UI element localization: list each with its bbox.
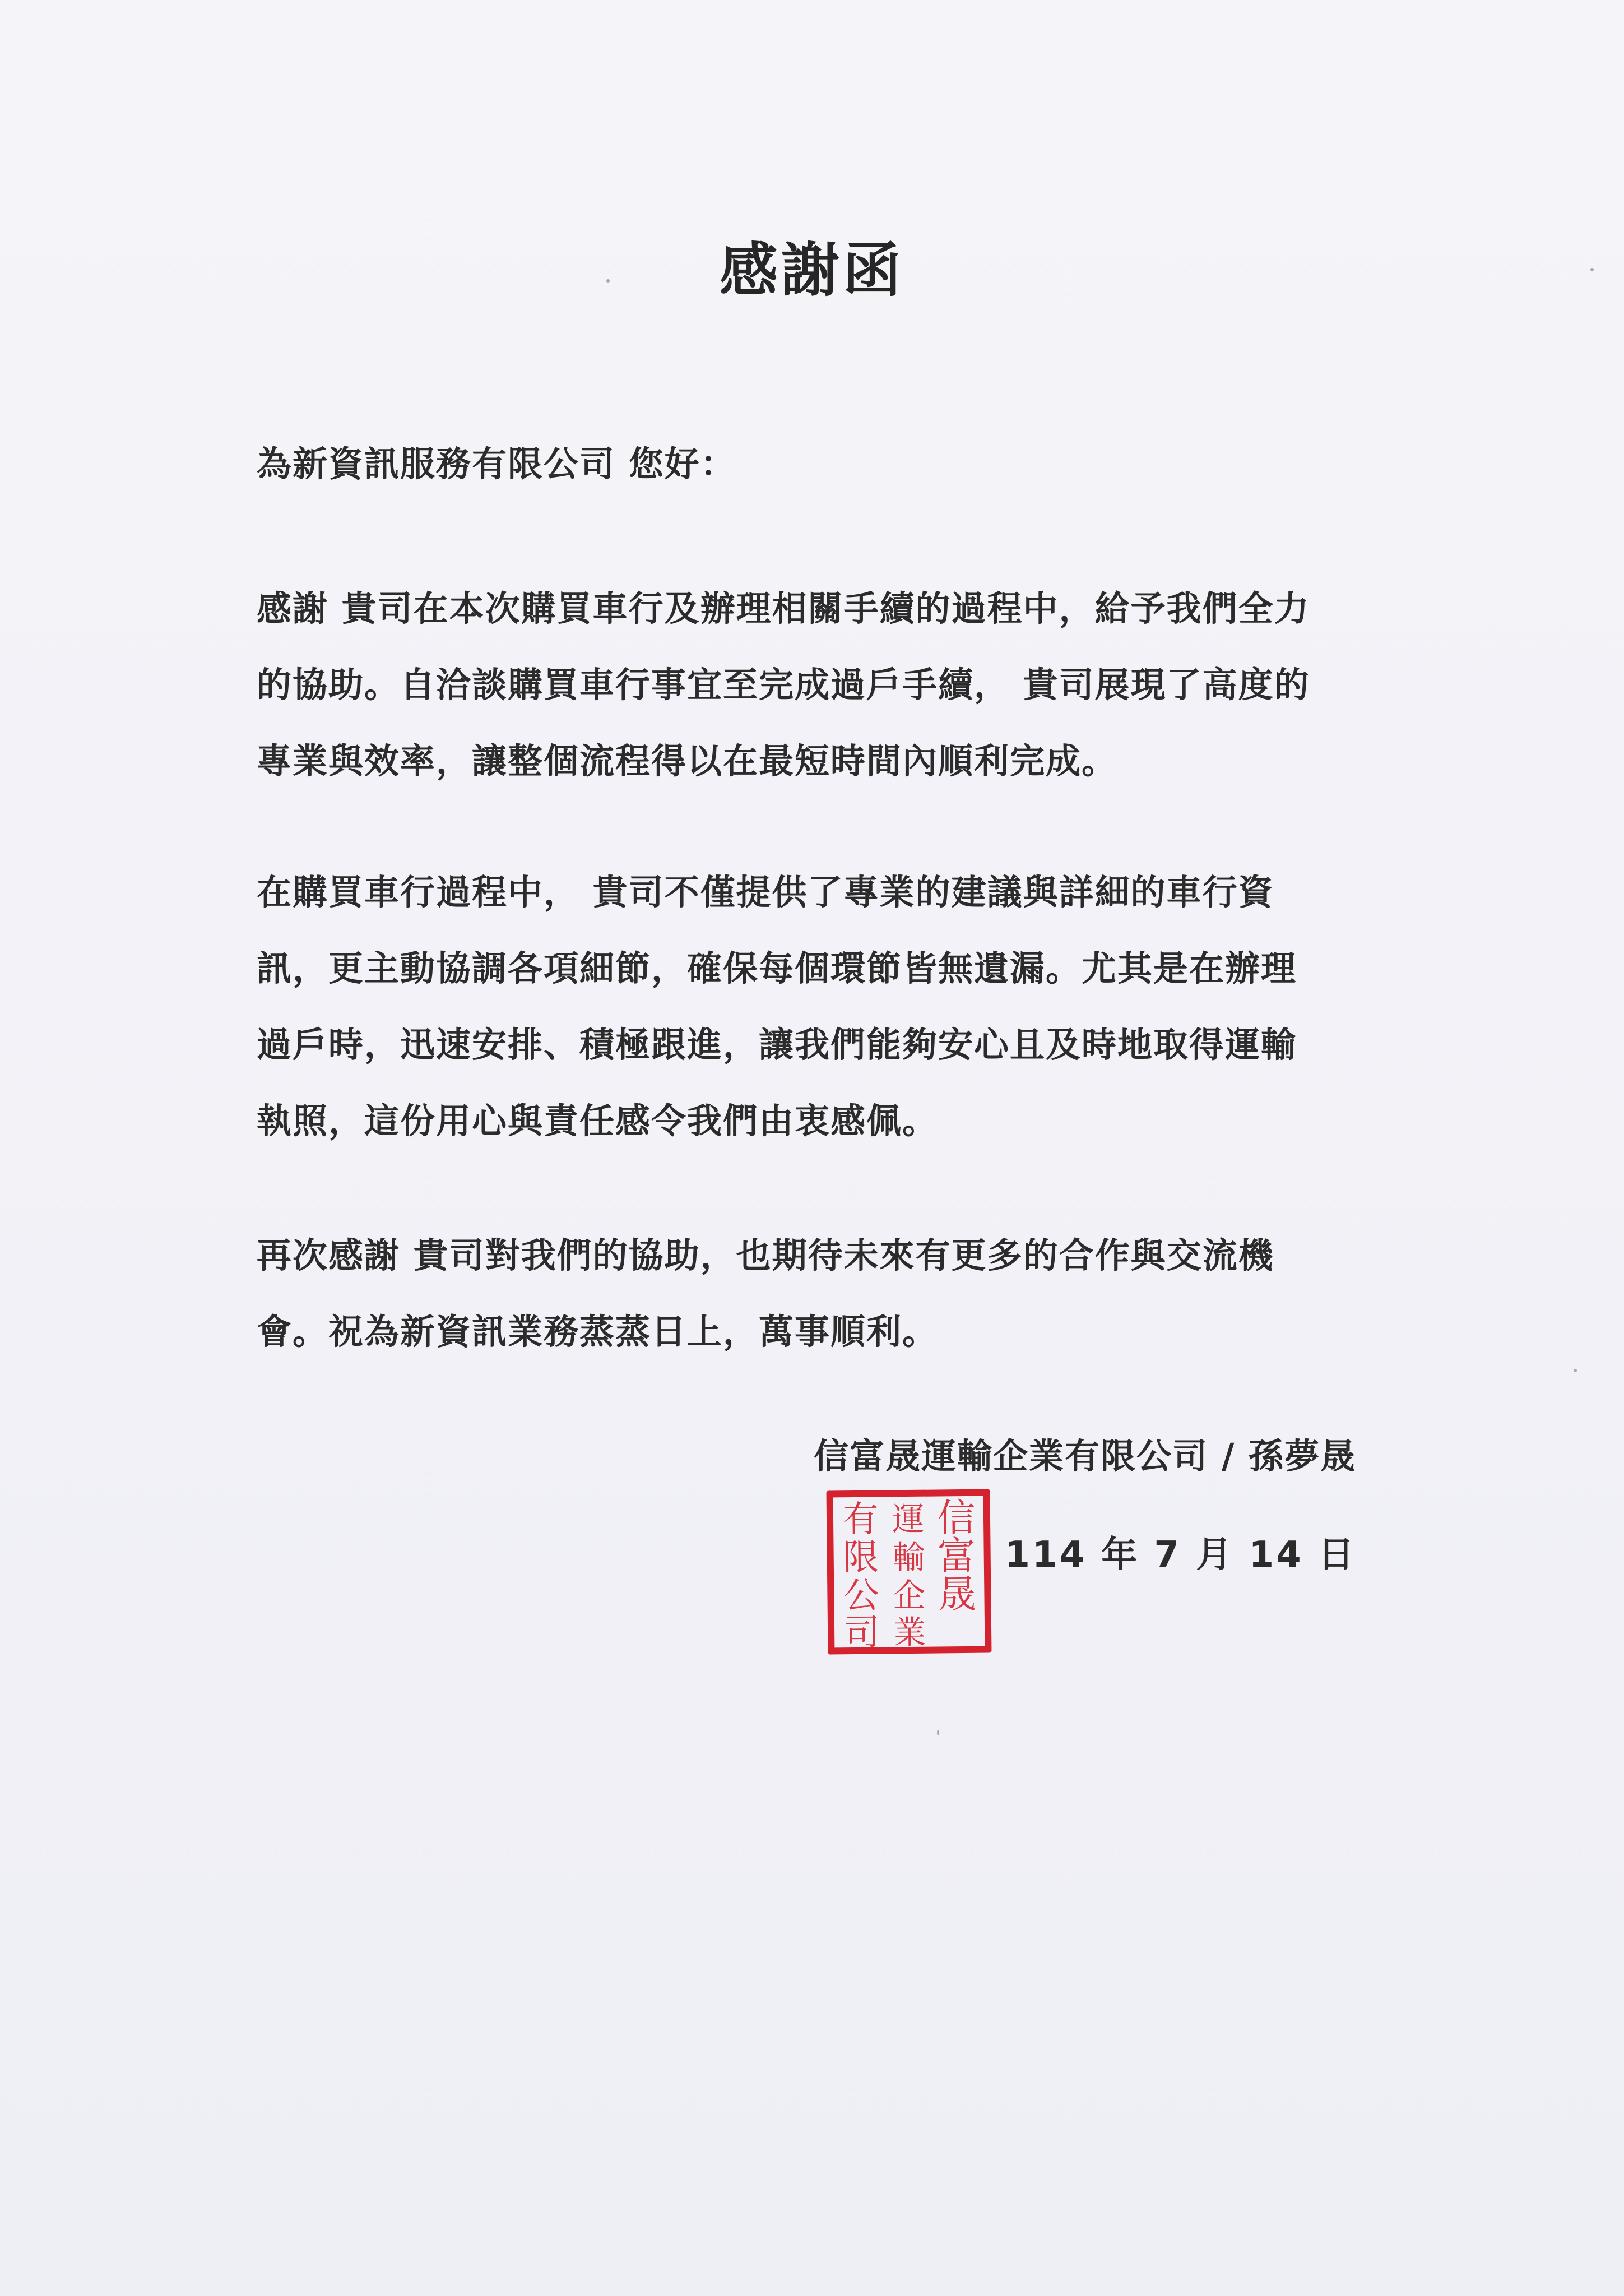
paragraph-line: 會。祝為新資訊業務蒸蒸日上，萬事順利。	[257, 1311, 939, 1352]
paragraph-1	[257, 571, 1394, 799]
seal-char: 信	[936, 1496, 976, 1541]
company-seal	[826, 1489, 991, 1654]
scan-speck	[1574, 1369, 1577, 1372]
seal-char: 有	[842, 1498, 879, 1541]
seal-char: 輸	[892, 1538, 926, 1577]
seal-char: 公	[843, 1575, 880, 1617]
seal-char: 晟	[938, 1572, 977, 1617]
paragraph-3	[257, 1218, 1394, 1370]
letter-title: 感謝函	[719, 236, 904, 304]
signature-line: 信富晟運輸企業有限公司 / 孫夢晟	[814, 1436, 1356, 1476]
paragraph-line: 再次感謝 貴司對我們的協助，也期待未來有更多的合作與交流機	[257, 1235, 1274, 1276]
seal-char-blank	[933, 1614, 981, 1650]
paragraph-line: 感謝 貴司在本次購買車行及辦理相關手續的過程中，給予我們全力	[257, 588, 1310, 629]
seal-char: 司	[843, 1612, 880, 1654]
scan-speck	[606, 279, 610, 283]
paragraph-line: 執照，這份用心與責任感令我們由衷感佩。	[257, 1100, 939, 1141]
greeting-line: 為新資訊服務有限公司 您好：	[257, 443, 736, 484]
paragraph-2	[257, 854, 1394, 1159]
seal-char: 運	[892, 1499, 925, 1539]
paragraph-line: 的協助。自洽談購買車行事宜至完成過戶手續， 貴司展現了高度的	[257, 664, 1310, 705]
seal-char: 富	[937, 1534, 976, 1579]
scan-speck	[937, 1730, 939, 1735]
seal-char: 限	[843, 1536, 879, 1579]
scan-speck	[1590, 268, 1594, 271]
seal-char: 企	[893, 1576, 926, 1615]
seal-char: 業	[893, 1613, 926, 1652]
paragraph-line: 過戶時，迅速安排、積極跟進，讓我們能夠安心且及時地取得運輸	[257, 1024, 1297, 1065]
paragraph-line: 訊，更主動協調各項細節，確保每個環節皆無遺漏。尤其是在辦理	[257, 948, 1297, 989]
paragraph-line: 在購買車行過程中， 貴司不僅提供了專業的建議與詳細的車行資	[257, 872, 1274, 913]
greeting	[257, 426, 1394, 502]
paragraph-line: 專業與效率，讓整個流程得以在最短時間內順利完成。	[257, 740, 1118, 781]
letter-date: 114 年 7 月 14 日	[1005, 1534, 1356, 1576]
